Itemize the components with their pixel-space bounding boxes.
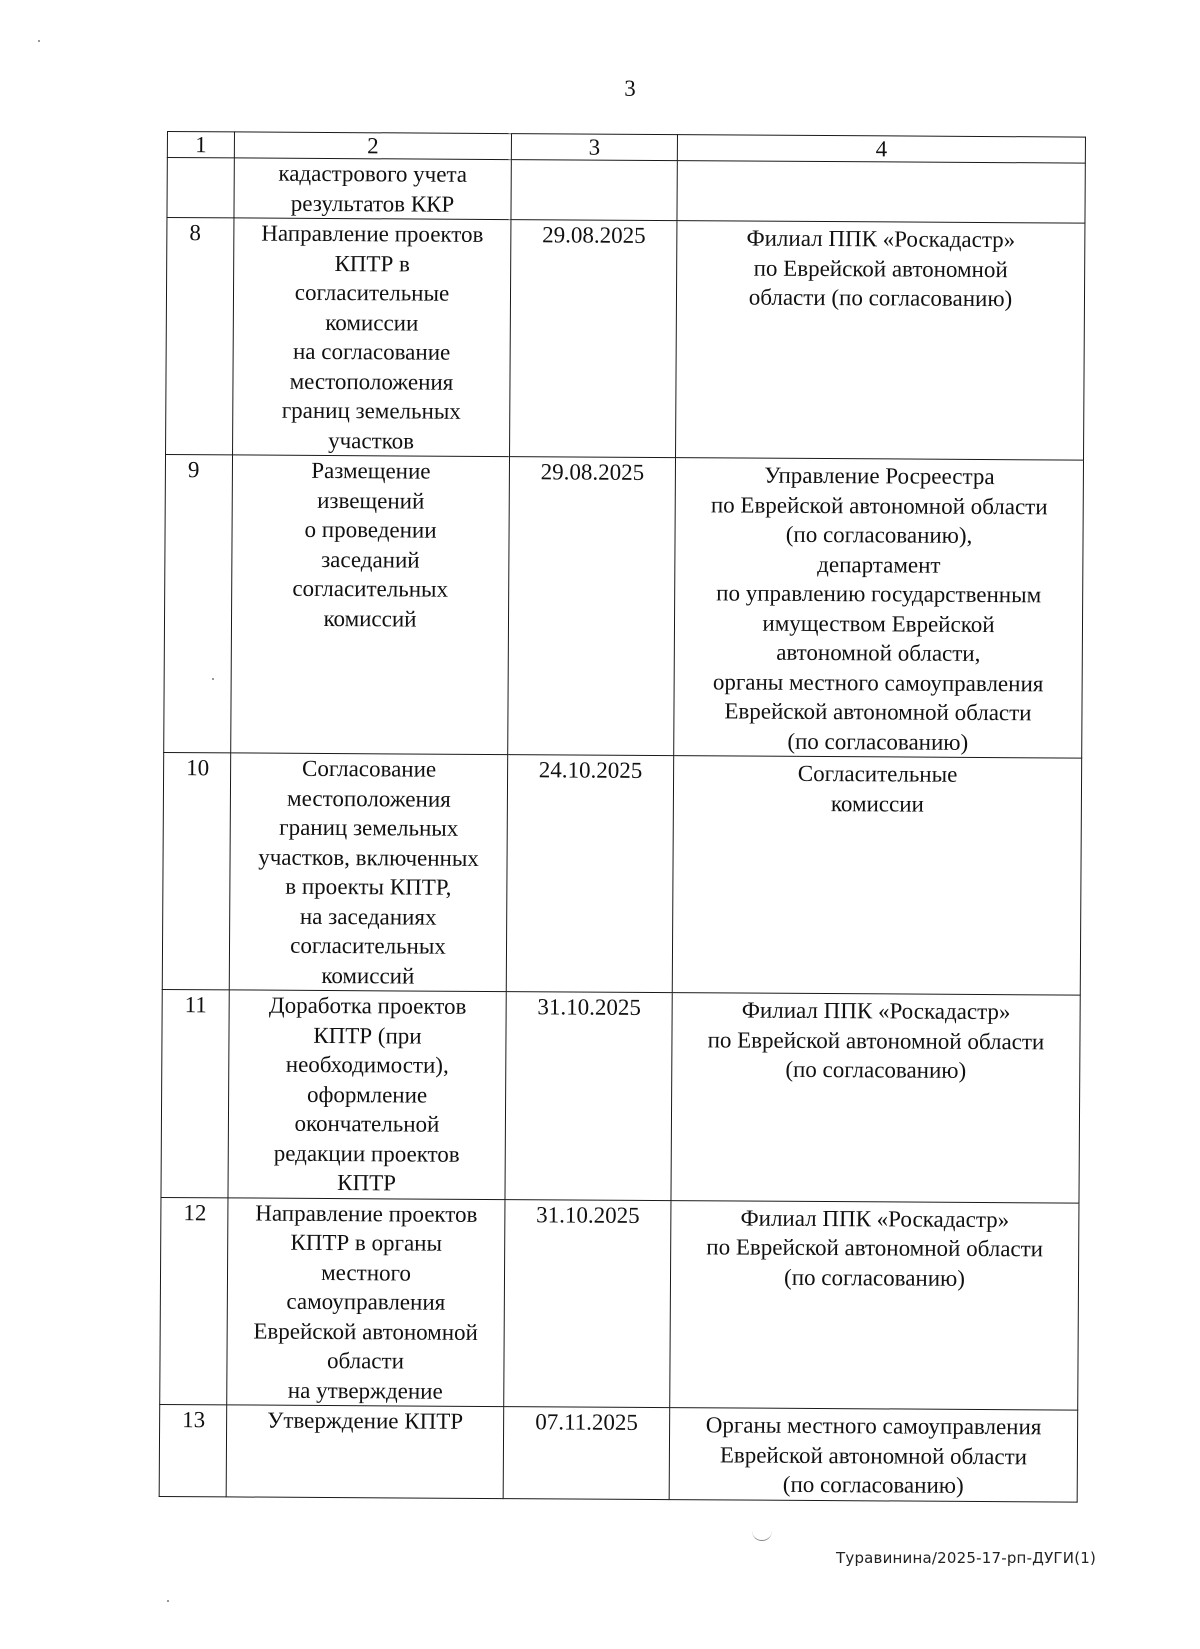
row-number: 13 xyxy=(159,1404,227,1496)
table-row xyxy=(162,752,1081,995)
header-col-2: 2 xyxy=(234,132,511,160)
row-date: 31.10.2025 xyxy=(505,992,672,1201)
table-row xyxy=(164,454,1084,758)
scan-speck xyxy=(167,1600,169,1602)
row-date: 24.10.2025 xyxy=(506,755,673,993)
schedule-table xyxy=(159,131,1086,1502)
header-col-3: 3 xyxy=(511,134,677,161)
row-date: 31.10.2025 xyxy=(504,1199,671,1408)
row-responsible xyxy=(677,161,1085,223)
table-row xyxy=(161,989,1080,1202)
row-action: Размещение извещений о проведении заседаний согласительных комиссий xyxy=(231,455,510,755)
row-number: 9 xyxy=(164,454,233,752)
table-row xyxy=(167,158,1085,224)
row-number xyxy=(167,158,234,218)
table-row xyxy=(166,218,1085,461)
row-date xyxy=(511,160,677,221)
table-row xyxy=(160,1197,1079,1410)
page-number: 3 xyxy=(624,76,636,101)
row-responsible: Управление Росреестра по Еврейской автономной области (по согласованию), департамент по управлению государственным имуществом Еврейской автономной области, органы местного самоуправления Еврейской автономной области (по согласованию) xyxy=(674,458,1084,758)
row-responsible: Филиал ППК «Роскадастр» по Еврейской автономной области (по согласованию) xyxy=(670,1200,1079,1410)
row-action: кадастрового учета результатов ККР xyxy=(234,158,511,220)
row-date: 29.08.2025 xyxy=(508,457,676,756)
row-number: 10 xyxy=(162,752,230,989)
header-col-4: 4 xyxy=(677,135,1085,163)
row-responsible: Согласительные комиссии xyxy=(672,756,1081,995)
row-number: 8 xyxy=(166,218,234,455)
row-action: Направление проектов КПТР в органы местного самоуправления Еврейской автономной области на утверждение xyxy=(227,1197,505,1406)
row-responsible: Филиал ППК «Роскадастр» по Еврейской автономной области (по согласованию) xyxy=(671,993,1080,1203)
row-action: Утверждение КПТР xyxy=(226,1405,504,1498)
row-action: Доработка проектов КПТР (при необходимости), оформление окончательной редакции проектов КПТР xyxy=(228,990,506,1199)
header-col-1: 1 xyxy=(167,132,234,158)
row-date: 29.08.2025 xyxy=(510,220,677,458)
row-number: 11 xyxy=(161,989,229,1197)
scan-speck xyxy=(38,40,40,42)
row-action: Направление проектов КПТР в согласительные комиссии на согласование местоположения границ земельных участков xyxy=(233,218,511,457)
row-number: 12 xyxy=(160,1197,228,1405)
scan-artifact-mark xyxy=(752,1530,772,1541)
row-responsible: Филиал ППК «Роскадастр» по Еврейской автономной области (по согласованию) xyxy=(676,221,1085,460)
document-id-footer: Туравинина/2025-17-рп-ДУГИ(1) xyxy=(836,1549,1097,1567)
table-row xyxy=(159,1404,1078,1501)
row-date: 07.11.2025 xyxy=(503,1407,670,1500)
scan-speck xyxy=(212,678,214,680)
row-action: Согласование местоположения границ земельных участков, включенных в проекты КПТР, на заседаниях согласительных комиссий xyxy=(229,753,507,992)
row-responsible: Органы местного самоуправления Еврейской автономной области (по согласованию) xyxy=(669,1408,1078,1502)
